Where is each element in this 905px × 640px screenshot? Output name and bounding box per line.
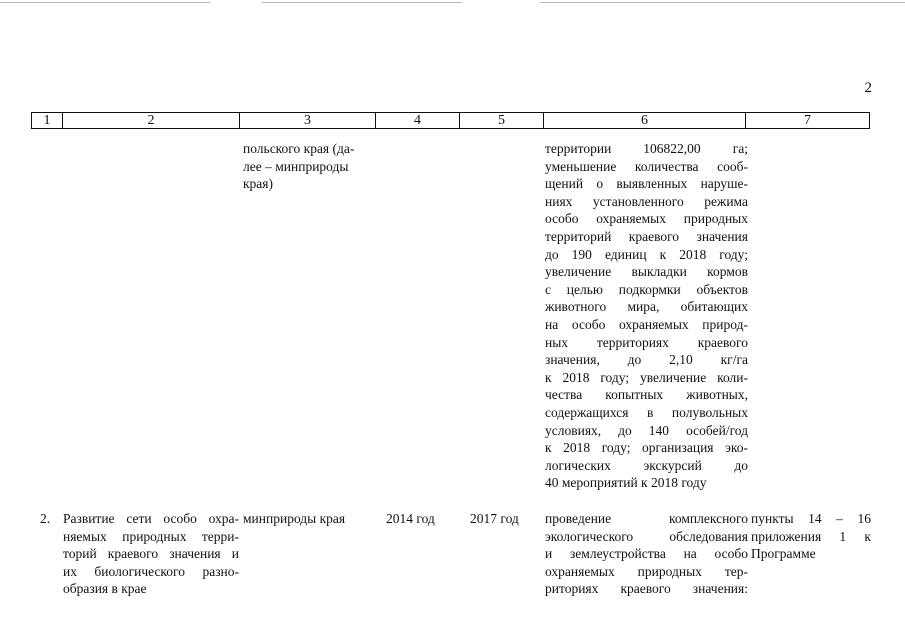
text-line: к 2018 году; организация эко- [545, 440, 748, 456]
scan-artifact-line [0, 2, 210, 3]
row-2-task-cell [63, 510, 239, 598]
text-line: минприроды края [243, 511, 346, 526]
column-number-1: 1 [32, 113, 63, 128]
row-number: 2. [40, 511, 51, 526]
column-number-5: 5 [460, 113, 544, 128]
text-line: приложения 1 к [751, 528, 871, 544]
row-2-end-year-cell [470, 510, 540, 528]
text-line: 2014 год [386, 511, 435, 526]
text-line: условиях, до 140 особей/год [545, 422, 748, 438]
text-line: ниях установленного режима [545, 193, 748, 209]
row-2-reference-cell [751, 510, 871, 563]
text-line: увеличение выкладки кормов [545, 264, 748, 280]
text-line: с целью подкормки объектов [545, 281, 748, 297]
column-number-7: 7 [804, 113, 811, 128]
text-line: 40 мероприятий к 2018 году [545, 475, 707, 491]
text-line: проведение комплексного [545, 511, 748, 526]
text-line: няемых природных терри- [63, 528, 239, 544]
text-line: до 190 единиц к 2018 году; [545, 246, 748, 262]
page-number: 2 [864, 80, 872, 96]
row-2-start-year-cell [386, 510, 456, 528]
text-line: края) [243, 176, 274, 192]
text-line: территории 106822,00 га; [545, 141, 748, 156]
column-number-3: 3 [240, 113, 376, 128]
text-line: лее – минприроды [243, 158, 349, 174]
text-line: ных территориях краевого [545, 334, 748, 350]
text-line: риториях краевого значения: [545, 581, 748, 597]
text-line: экологического обследования [545, 528, 748, 544]
text-line: 2017 год [470, 511, 519, 526]
text-line: на особо охраняемых природ- [545, 316, 748, 332]
text-line: торий краевого значения и [63, 546, 239, 562]
column-number-6: 6 [544, 113, 746, 128]
row-2-result-cell [545, 510, 748, 598]
row-2-executor-cell [243, 510, 373, 528]
text-line: территорий краевого значения [545, 228, 748, 244]
text-line: и землеустройства на особо [545, 546, 748, 562]
text-line: чества копытных животных, [545, 387, 748, 403]
text-line: животного мира, обитающих [545, 299, 748, 315]
text-line: польского края (да- [243, 141, 355, 156]
column-number-4: 4 [376, 113, 460, 128]
column-number-2: 2 [63, 113, 240, 128]
text-line: их биологического разно- [63, 563, 239, 579]
text-line: к 2018 году; увеличение коли- [545, 369, 748, 385]
continuation-executor-cell [243, 140, 373, 193]
text-line: особо охраняемых природных [545, 211, 748, 227]
scan-artifact-line [262, 2, 462, 3]
scan-artifact-line [540, 2, 905, 3]
text-line: пункты 14 – 16 [751, 511, 871, 526]
text-line: щений о выявленных наруше- [545, 176, 748, 192]
text-line: Программе [751, 546, 816, 562]
text-line: охраняемых природных тер- [545, 563, 748, 579]
text-line: Развитие сети особо охра- [63, 511, 239, 526]
text-line: логических экскурсий до [545, 457, 748, 473]
column-number-row [31, 112, 870, 129]
text-line: образия в крае [63, 581, 147, 597]
text-line: значения, до 2,10 кг/га [545, 352, 748, 368]
continuation-result-cell [545, 140, 748, 492]
text-line: уменьшение количества сооб- [545, 158, 748, 174]
text-line: содержащихся в полувольных [545, 404, 748, 420]
